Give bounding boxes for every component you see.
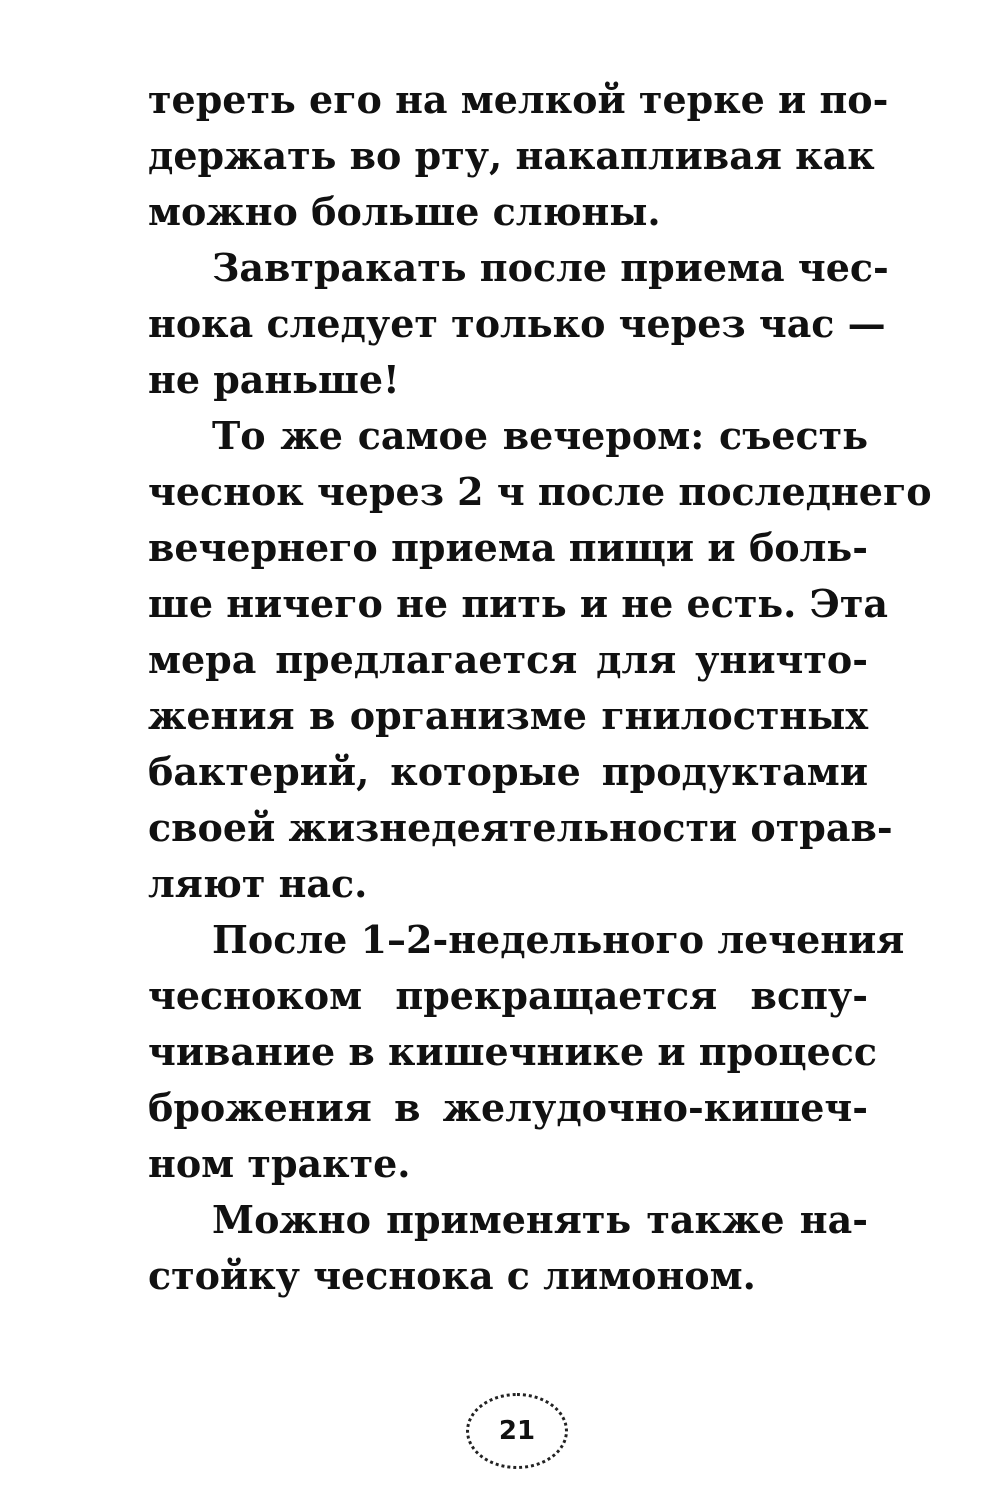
- paragraph-first-line: Можно применять также на-: [212, 1197, 868, 1242]
- text-line: тереть его на мелкой терке и по-: [148, 77, 889, 122]
- paragraph-first-line: После 1–2-недельного лечения: [212, 917, 905, 962]
- text-line: ном тракте.: [148, 1141, 411, 1186]
- text-line: чеснок через 2 ч после последнего: [148, 469, 932, 514]
- paragraph-first-line: То же самое вечером: съесть: [212, 413, 868, 458]
- text-line: держать во рту, накапливая как: [148, 133, 875, 178]
- text-line: жения в организме гнилостных: [148, 693, 868, 738]
- text-line: нока следует только через час —: [148, 301, 886, 346]
- text-line: брожения в желудочно-кишеч-: [148, 1085, 868, 1130]
- text-line: бактерий, которые продуктами: [148, 749, 868, 794]
- body-text: [148, 72, 932, 1304]
- text-line: ляют нас.: [148, 861, 368, 906]
- text-line: мера предлагается для уничто-: [148, 637, 868, 682]
- text-line: вечернего приема пищи и боль-: [148, 525, 868, 570]
- text-line: можно больше слюны.: [148, 189, 661, 234]
- text-line: чесноком прекращается вспу-: [148, 973, 868, 1018]
- text-line: не раньше!: [148, 357, 400, 402]
- paragraph-first-line: Завтракать после приема чес-: [212, 245, 889, 290]
- text-line: ше ничего не пить и не есть. Эта: [148, 581, 889, 626]
- page-number: 21: [498, 1416, 536, 1446]
- text-line: своей жизнедеятельности отрав-: [148, 805, 893, 850]
- page-number-badge: [466, 1393, 568, 1469]
- text-line: стойку чеснока с лимоном.: [148, 1253, 756, 1298]
- text-line: чивание в кишечнике и процесс: [148, 1029, 878, 1074]
